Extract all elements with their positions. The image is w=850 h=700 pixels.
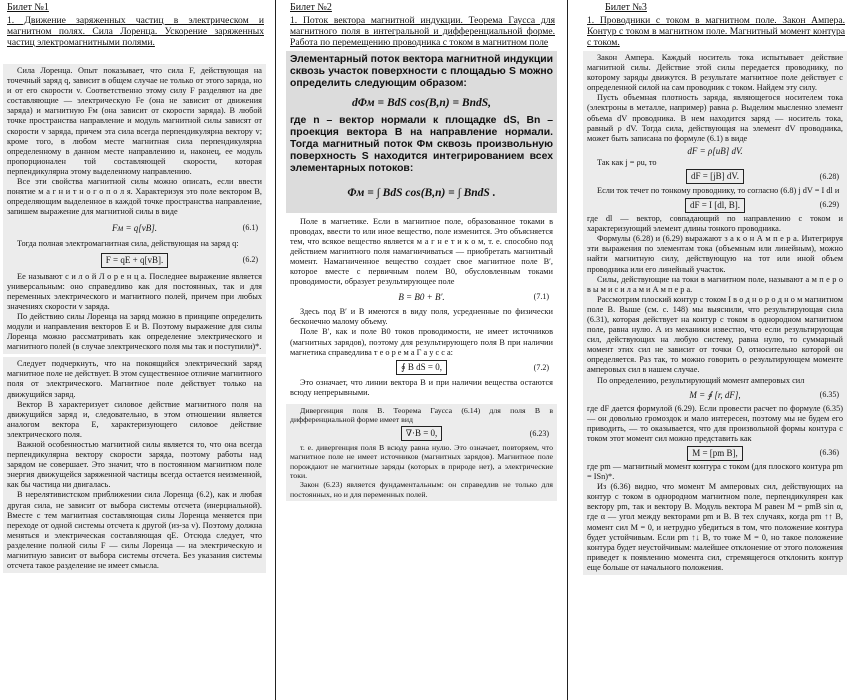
column-divider-1: [275, 0, 276, 700]
ticket-3-question: 1. Проводники с током в магнитном поле. Закон Ампера. Контур с током в магнитном поле. Магнитный момент контура с током.: [587, 15, 845, 48]
paragraph: где pm — магнитный момент контура с током (для плоского контура pm = ISn)*.: [587, 462, 843, 482]
paragraph: Рассмотрим плоский контур с током I в о д н о р о д н о м магнитном поле B. Выше (см. с. 148) мы выяснили, что результирующая сила (6.31), которая действует на контур с током в однородном магнитном поле, равна нулю. А из механики известно, что если результирующая сил, действующих на любую систему, равна нулю, то суммарный момент этих сил не зависит от точки O, относительно которой он определяется. Раз так, то можно говорить о результирующем моменте амперовых сил в нашем случае.: [587, 294, 843, 375]
paragraph: Все эти свойства магнитной силы можно описать, если ввести понятие м а г н и т н о г о п о л я. Характеризуя это поле вектором B, определяющим выделенное в каждой точке пространства направление, запишем выражение для магнитной силы в виде: [7, 177, 262, 217]
formula-6-1: Fм = q[vB]. (6.1): [111, 223, 258, 234]
paragraph: где n – вектор нормали к площадке dS, Bn – проекция вектора B на направление нормали. Тогда магнитный поток Φм сквозь произвольную поверхность S находится интегрированием всех элементарных потоков:: [290, 114, 553, 175]
flux-definition-block: [286, 51, 557, 213]
paragraph: где dl — вектор, совпадающий по направлению с током и характеризующий элемент длины тонкого проводника.: [587, 214, 843, 234]
paragraph: Силы, действующие на токи в магнитном поле, называют а м п е р о в ы м и с и л а м и А м п е р а.: [587, 274, 843, 294]
formula-6-28: dF = [jB] dV. (6.28): [587, 168, 843, 186]
paragraph: Ее называют с и л о й Л о р е н ц а. Последнее выражение является универсальным: оно справедливо как для постоянных, так и для переменных электрического и магнитного полей, причем при любых значениях скорости v заряда.: [7, 271, 262, 311]
paragraph: Дивергенция поля B. Теорема Гаусса (6.14) для поля B в дифференциальной форме имеет вид: [290, 405, 553, 425]
column-divider-2: [567, 0, 568, 700]
paragraph: Пусть объемная плотность заряда, являющегося носителем тока (электроны в металле, например) равна ρ. Выделим мысленно элемент объема dV проводника. В нем находится заряд — носитель тока, равный ρ dV. Тогда сила, действующая на элемент dV проводника, может быть записана по формуле (6.1) в виде: [587, 93, 843, 143]
ticket-2-question: 1. Поток вектора магнитной индукции. Теорема Гаусса для магнитного поля в интегральной и дифференциальной форме. Работа по перемещению проводника с током в магнитном поле: [290, 15, 555, 48]
paragraph: Сила Лоренца. Опыт показывает, что сила F, действующая на точечный заряд q, зависит в общем случае не только от этого заряда, но и от его скорости v. Соответственно этому силу F разделяют на две составляющие — электрическую Fe (она не зависит от движения заряда) и магнитную Fм (она зависит от скорости заряда). В любой точке пространства направление и модуль магнитной силы зависят от скорости v заряда, причем эта сила всегда перпендикулярна вектору v; кроме того, в любом месте магнитная сила перпендикулярна определенному в данном месте направлению и, наконец, ее модуль пропорционален той составляющей скорости, которая перпендикулярна этому выделенному направлению.: [7, 66, 262, 176]
paragraph: Формулы (6.28) и (6.29) выражают з а к о н А м п е р а. Интегрируя эти выражения по элементам тока (объемным или линейным), можно найти магнитную силу, действующую на тот или иной объем проводника или его линейный участок.: [587, 234, 843, 274]
scan-block-ampere: [583, 51, 847, 575]
paragraph: По действию силы Лоренца на заряд можно в принципе определить модули и направления векторов E и B. Поэтому выражение для силы Лоренца можно рассматривать как определение электрического и магнитного полей (в случае электрического поля мы так и поступили)*.: [7, 311, 262, 352]
paragraph: Закон Ампера. Каждый носитель тока испытывает действие магнитной силы. Действие этой силы передается проводнику, по которому заряды движутся. В результате магнитное поле действует с определенной силой на сам проводник с током. Найдем эту силу.: [587, 53, 843, 93]
paragraph: Если ток течет по тонкому проводнику, то согласно (6.8) j dV = I dl и: [597, 185, 840, 195]
flux-integral-formula: Φм = ∫ BdS cos(B,n) = ∫ BndS .: [347, 186, 496, 199]
formula-force-element: dF = ρ[uB] dV.: [687, 145, 743, 156]
paragraph: В нерелятивистском приближении сила Лоренца (6.2), как и любая другая сила, не зависит от выбора системы отсчета (инерциальной). Вместе с тем магнитная составляющая силы Лоренца меняется при переходе от одной системы отсчета к другой (из-за v). Поэтому должна меняться и электрическая составляющая qE. Отсюда следует, что разделение полной силы F — силы Лоренца — на электрическую и магнитную зависит от выбора системы отсчета. Без указания системы отсчета такое разделение не имеет смысла.: [7, 490, 262, 571]
ticket-2-column: [286, 0, 557, 700]
paragraph: Важной особенностью магнитной силы является то, что она всегда перпендикулярна вектору скорости заряда, поэтому работы над зарядом не совершает. Это значит, что в постоянном магнитном поле энергия движущейся заряженной частицы всегда остается неизменной, как бы частица ни двигалась.: [7, 440, 262, 490]
ticket-1-column: [3, 0, 266, 700]
formula-7-1: B = B0 + B′. (7.1): [398, 292, 549, 303]
paragraph: Здесь под B′ и B имеются в виду поля, усредненные по физически бесконечно малому объему.: [290, 307, 553, 327]
paragraph: т. е. дивергенция поля B всюду равна нулю. Это означает, повторяем, что магнитное поле не имеет источников (магнитных зарядов). Магнитное поле порождают не магнитные заряды (которых в природе нет), а электрические токи.: [290, 442, 553, 480]
scan-block-lorentz: [3, 64, 266, 354]
paragraph: Поле в магнетике. Если в магнитное поле, образованное токами в проводах, ввести то или иное вещество, поле изменится. Это объясняется тем, что всякое вещество является м а г н е т и к о м, т. е. способно под действием магнитного поля намагничиваться — приобретать магнитный момент. Намагниченное вещество создает свое магнитное поле B′, которое вместе с первичным полем B0, обусловленным токами проводимости, образует результирующее поле: [290, 216, 553, 287]
scan-block-divergence: [286, 404, 557, 501]
ticket-2-title: Билет №2: [290, 2, 332, 13]
ticket-3-column: [583, 0, 847, 700]
ticket-1-question: 1. Движение заряженных частиц в электрическом и магнитном полях. Сила Лоренца. Ускорение заряженных частиц электромагнитными полями.: [7, 15, 264, 48]
paragraph: Элементарный поток вектора магнитной индукции сквозь участок поверхности с площадью S можно определить следующим образом:: [290, 54, 553, 90]
ticket-3-title: Билет №3: [605, 2, 647, 13]
formula-7-2: ∮ B dS = 0, (7.2): [290, 358, 553, 378]
ticket-1-title: Билет №1: [7, 2, 49, 13]
paragraph: Из (6.36) видно, что момент M амперовых сил, действующих на контур с током в однородном магнитном поле, перпендикулярен как вектору pm, так и вектору B. Модуль вектора M равен M = pmB sin α, где α — угол между векторами pm и B. В тех случаях, когда pm ↑↑ B, момент сил M = 0, и нетрудно убедиться в том, что положение контура будет устойчивым. Если pm ↑↓ B, то тоже M = 0, но такое положение контура будет неустойчивым: малейшее отклонение от этого положения приведет к появлению момента сил, стремящегося отклонить контур еще больше от начального положения.: [587, 482, 843, 572]
paragraph: Поле B′, как и поле B0 токов проводимости, не имеет источников (магнитных зарядов), поэтому для результирующего поля B при наличии магнетика справедлива т е о р е м а Г а у с с а:: [290, 327, 553, 357]
paragraph: Вектор B характеризует силовое действие магнитного поля на движущийся заряд и, следовательно, в этом отношении является аналогом вектора E, характеризующего силовое действие электрического поля.: [7, 399, 262, 439]
paragraph: Следует подчеркнуть, что на покоящийся электрический заряд магнитное поле не действует. В этом существенное отличие магнитного поля от электрического. Магнитное поле действует только на движущийся заряд.: [7, 359, 262, 399]
formula-6-23: ∇·B = 0, (6.23): [290, 425, 553, 443]
flux-element-formula: dΦм = BdS cos(B,n) = BndS,: [351, 96, 492, 109]
formula-6-36: M = [pm B], (6.36): [587, 444, 843, 462]
formula-6-2: F = qE + q[vB]. (6.2): [7, 250, 262, 272]
paragraph: Так как j = ρu, то: [597, 157, 657, 167]
paragraph: По определению, результирующий момент амперовых сил: [597, 375, 805, 385]
formula-6-29: dF = I [dl, B]. (6.29): [587, 196, 843, 214]
paragraph: Закон (6.23) является фундаментальным: он справедлив не только для постоянных, но и для переменных полей.: [290, 480, 553, 499]
scan-block-lorentz-2: [3, 357, 266, 573]
paragraph: Тогда полная электромагнитная сила, действующая на заряд q:: [17, 239, 239, 249]
paragraph: где dF дается формулой (6.29). Если провести расчет по формуле (6.35) — он довольно громоздок и мало интересен, поэтому мы не будем его приводить, — то оказывается, что для произвольной формы контура с током этот момент сил можно представить как: [587, 403, 843, 443]
scan-block-magnetic-field: [286, 215, 557, 400]
paragraph: Это означает, что линии вектора B и при наличии вещества остаются всюду непрерывными.: [290, 377, 553, 397]
formula-6-35: M = ∮ [r, dF], (6.35): [689, 389, 839, 400]
